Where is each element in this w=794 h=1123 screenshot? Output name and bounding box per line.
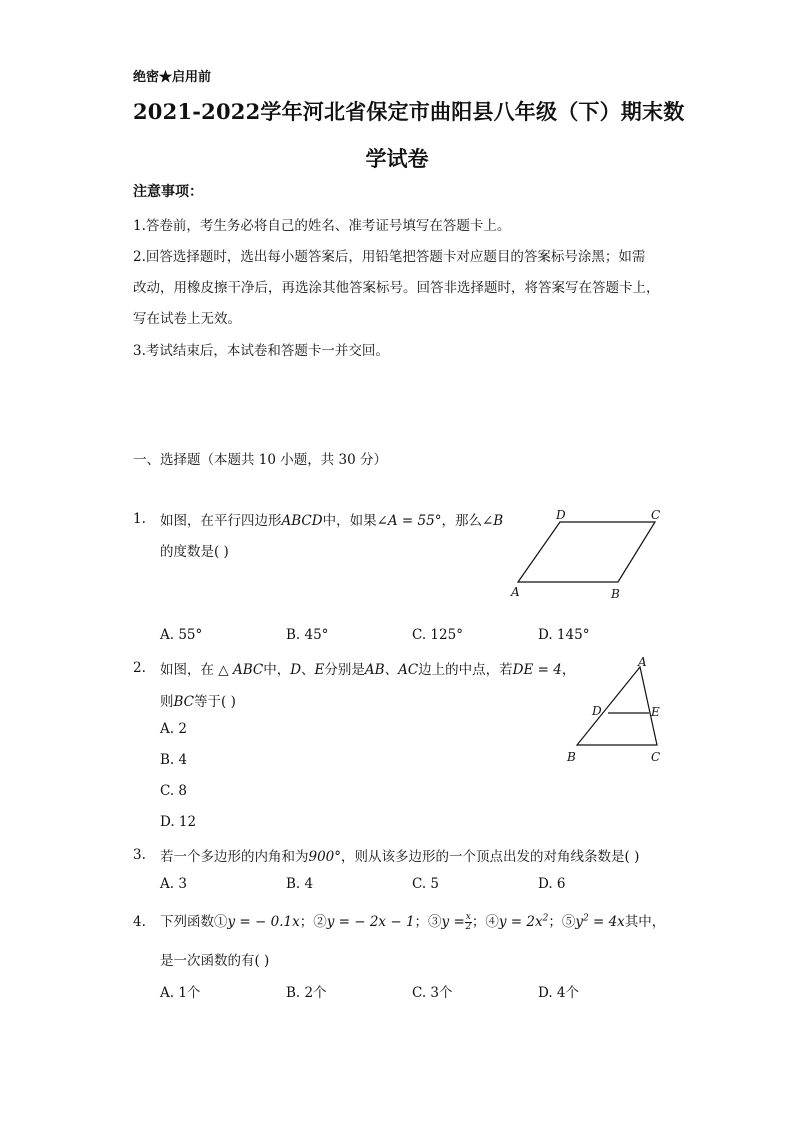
question-2-text <box>160 658 575 678</box>
q1-option-b[interactable]: B. 45° <box>286 627 329 643</box>
q2-text-b: 中， <box>263 662 291 678</box>
label-c: C <box>651 508 661 522</box>
section-title: 一、选择题（本题共 10 小题，共 30 分） <box>133 452 388 468</box>
label-e: E <box>651 705 660 719</box>
q2-text-e: 、 <box>384 662 399 678</box>
parallelogram-shape <box>518 522 655 582</box>
q4-mark-3: ③ <box>428 914 442 930</box>
q4-mark-1: ① <box>214 914 228 930</box>
q2-math-bc: BC <box>173 694 195 710</box>
q4-option-d[interactable]: D. 4个 <box>538 985 580 1001</box>
q3-text-b: ，则从该多边形的一个顶点出发的对角线条数是( ) <box>341 849 640 865</box>
label-a: A <box>638 655 647 669</box>
question-1-number: 1. <box>133 511 146 527</box>
q4-sep-3: ； <box>471 914 486 930</box>
q3-option-c[interactable]: C. 5 <box>412 876 440 892</box>
q2-math-ac: AC <box>398 662 419 678</box>
q4-option-b[interactable]: B. 2个 <box>286 985 327 1001</box>
notice-item-2-line1: 2.回答选择题时，选出每小题答案后，用铅笔把答题卡对应题目的答案标号涂黑；如需 <box>133 249 646 265</box>
q3-text-a: 若一个多边形的内角和为 <box>160 849 309 865</box>
q4-option-a[interactable]: A. 1个 <box>160 985 201 1001</box>
q4-func-3-fraction <box>465 913 472 932</box>
label-b: B <box>567 750 576 764</box>
question-4-text-line2: 是一次函数的有( ) <box>160 953 270 969</box>
q4-func-3-lhs: y = <box>441 914 465 930</box>
q3-option-d[interactable]: D. 6 <box>538 876 566 892</box>
q2-option-d[interactable]: D. 12 <box>160 814 197 830</box>
q2-text-a: 如图，在 △ <box>160 662 233 678</box>
q2-math-d: D <box>290 662 302 678</box>
question-3-text <box>160 845 639 865</box>
fraction-denominator: 2 <box>465 922 472 932</box>
q1-text-a: 如图，在平行四边形 <box>160 513 282 529</box>
q4-mark-5: ⑤ <box>561 914 576 930</box>
q4-option-c[interactable]: C. 3个 <box>412 985 453 1001</box>
notice-item-3: 3.考试结束后，本试卷和答题卡一并交回。 <box>133 343 389 359</box>
parallelogram-figure <box>505 505 670 605</box>
question-1-text-line2: 的度数是( ) <box>160 544 229 560</box>
q4-sep-1: ； <box>299 914 314 930</box>
triangle-figure <box>560 652 672 770</box>
q4-func-5-lhs: y <box>575 914 583 930</box>
q4-mark-2: ② <box>313 914 327 930</box>
q4-func-5-exp: 2 <box>582 913 589 924</box>
q2-option-a[interactable]: A. 2 <box>160 721 187 737</box>
question-4-number: 4. <box>133 914 146 930</box>
q4-tail: 其中， <box>624 914 666 930</box>
q3-math-900: 900° <box>308 849 342 865</box>
q1-math-angle-a: A = 55° <box>387 513 442 529</box>
label-b: B <box>611 587 620 601</box>
q2-line2-a: 则 <box>160 694 174 710</box>
q1-option-a[interactable]: A. 55° <box>160 627 203 643</box>
notice-item-2-line2: 改动，用橡皮擦干净后，再选涂其他答案标号。回答非选择题时，将答案写在答题卡上， <box>133 280 660 296</box>
q2-math-ab: AB <box>364 662 385 678</box>
q1-option-c[interactable]: C. 125° <box>412 627 463 643</box>
notice-item-2-line3: 写在试卷上无效。 <box>133 311 241 327</box>
question-2-number: 2. <box>133 660 146 676</box>
notice-item-1: 1.答卷前，考生务必将自己的姓名、准考证号填写在答题卡上。 <box>133 218 511 234</box>
question-3-number: 3. <box>133 847 146 863</box>
q4-sep-2: ； <box>414 914 429 930</box>
question-2-text-line2 <box>160 690 236 710</box>
q4-func-5-rhs: = 4x <box>588 914 625 930</box>
q2-option-b[interactable]: B. 4 <box>160 752 188 768</box>
q2-text-f: 边上的中点，若 <box>418 662 513 678</box>
q2-text-g: ， <box>561 662 576 678</box>
triangle-shape <box>577 667 657 745</box>
q1-math-b: B <box>493 513 504 529</box>
q3-option-b[interactable]: B. 4 <box>286 876 314 892</box>
q4-mark-4: ④ <box>485 914 499 930</box>
notice-heading: 注意事项： <box>133 184 203 200</box>
q4-func-2: y = − 2x − 1 <box>326 914 415 930</box>
q2-option-c[interactable]: C. 8 <box>160 783 188 799</box>
label-d: D <box>556 508 566 522</box>
confidential-label: 绝密★启用前 <box>133 70 212 85</box>
q4-func-4: y = 2x <box>498 914 543 930</box>
label-a: A <box>511 585 520 599</box>
q2-math-e: E <box>314 662 325 678</box>
q2-line2-b: 等于( ) <box>194 694 236 710</box>
q1-option-d[interactable]: D. 145° <box>538 627 590 643</box>
q1-text-c: ，那么∠ <box>441 513 494 529</box>
exam-title-line2: 学试卷 <box>365 146 429 171</box>
q2-text-c: 、 <box>301 662 315 678</box>
q2-text-d: 分别是 <box>324 662 365 678</box>
q4-func-1: y = − 0.1x <box>227 914 300 930</box>
label-d: D <box>592 704 602 718</box>
question-1-text <box>160 509 503 529</box>
q3-option-a[interactable]: A. 3 <box>160 876 187 892</box>
q2-math-abc: ABC <box>232 662 264 678</box>
fraction-numerator: x <box>465 912 471 922</box>
q1-text-b: 中，如果∠ <box>322 513 388 529</box>
q4-sep-4: ； <box>548 914 562 930</box>
label-c: C <box>651 750 661 764</box>
q4-func-4-exp: 2 <box>542 913 549 924</box>
question-4-text <box>160 910 665 932</box>
q2-math-de: DE = 4 <box>512 662 562 678</box>
exam-title-line1: 2021-2022学年河北省保定市曲阳县八年级（下）期末数 <box>133 99 685 124</box>
q1-math-abcd: ABCD <box>281 513 323 529</box>
q4-lead: 下列函数 <box>160 914 214 930</box>
